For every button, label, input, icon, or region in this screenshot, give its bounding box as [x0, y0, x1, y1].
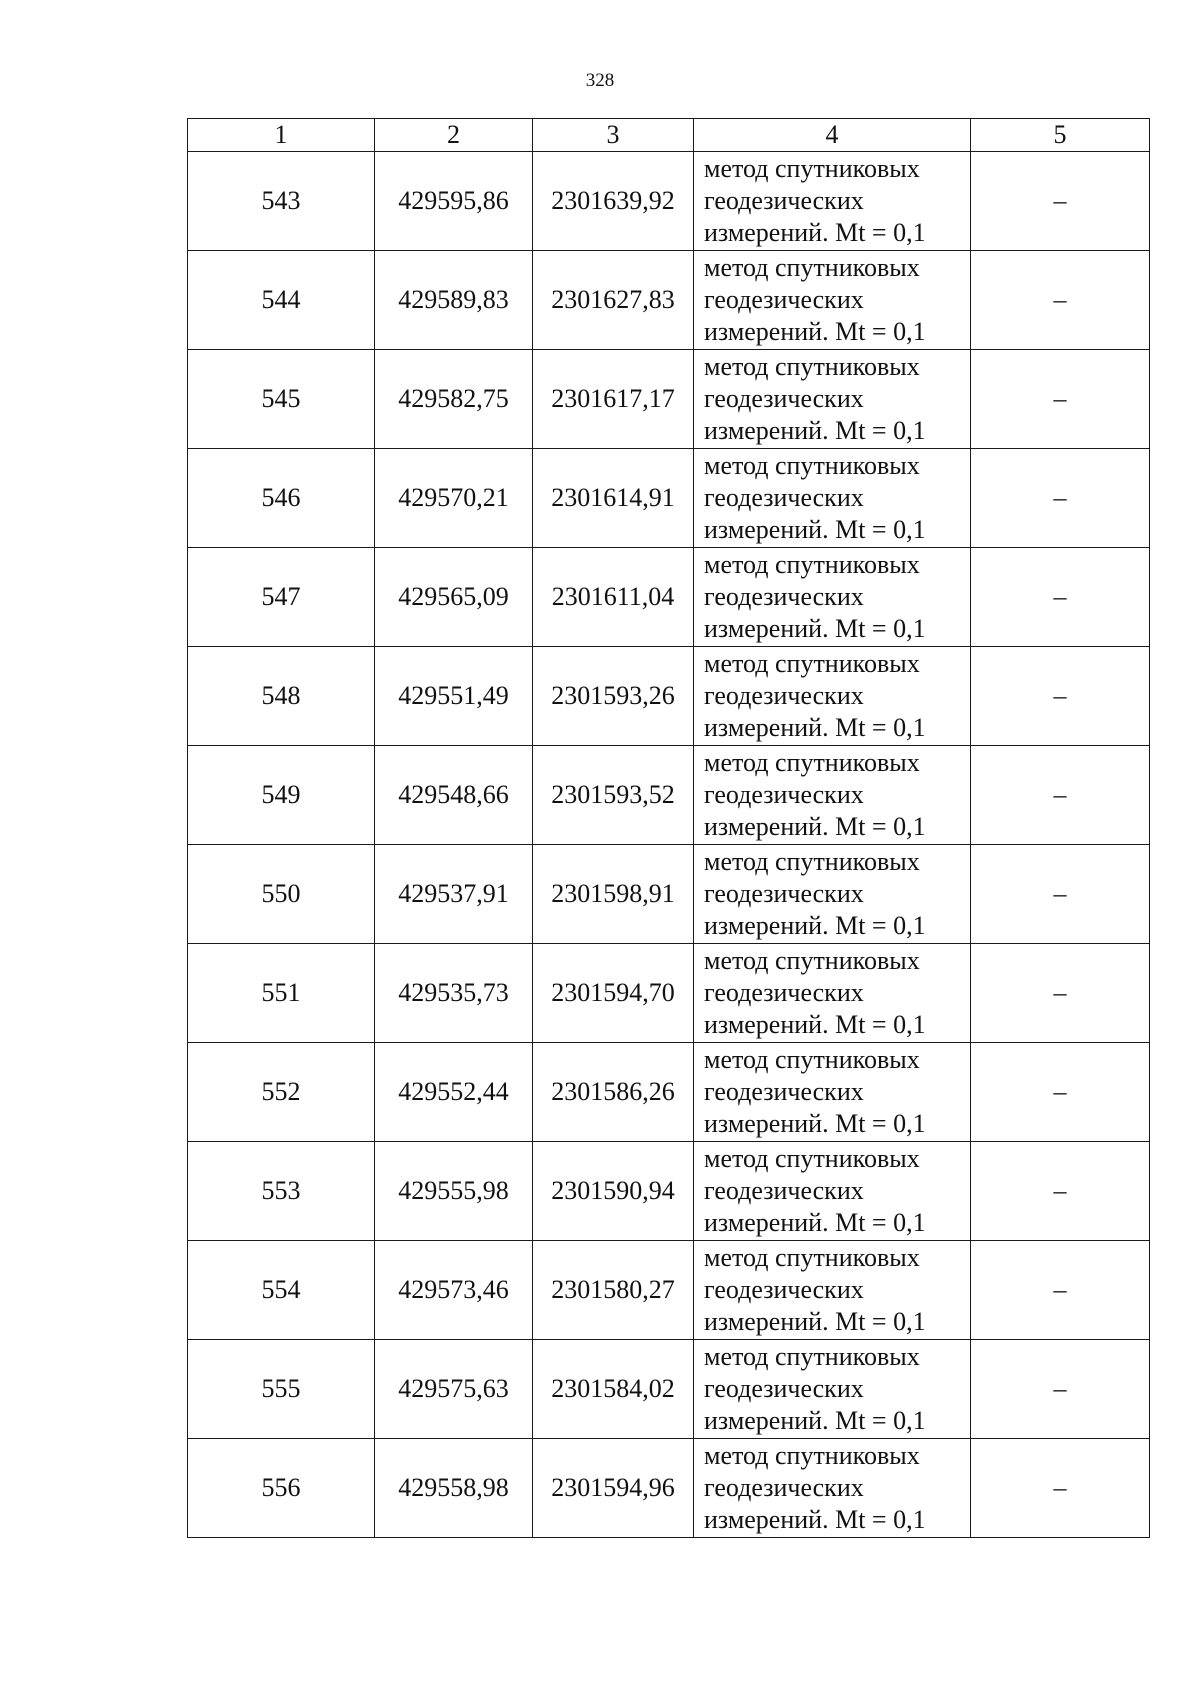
x-coordinate-cell: 429575,63 [375, 1340, 533, 1439]
method-line: метод спутниковых [704, 1441, 920, 1470]
method-line: измерений. Mt = 0,1 [704, 713, 926, 742]
method-line: метод спутниковых [704, 154, 920, 183]
method-line: измерений. Mt = 0,1 [704, 317, 926, 346]
table-row [188, 1142, 1150, 1241]
method-cell [694, 944, 971, 1043]
method-cell [694, 1241, 971, 1340]
note-cell: – [971, 350, 1150, 449]
method-line: метод спутниковых [704, 1144, 920, 1173]
header-cell-5: 5 [971, 119, 1150, 152]
method-line: геодезических [704, 1176, 864, 1205]
method-line: метод спутниковых [704, 847, 920, 876]
y-coordinate-cell: 2301614,91 [533, 449, 694, 548]
y-coordinate-cell: 2301580,27 [533, 1241, 694, 1340]
point-number-cell: 551 [188, 944, 375, 1043]
method-line: измерений. Mt = 0,1 [704, 1505, 926, 1534]
method-line: метод спутниковых [704, 946, 920, 975]
method-line: геодезических [704, 483, 864, 512]
method-line: геодезических [704, 384, 864, 413]
method-line: метод спутниковых [704, 451, 920, 480]
point-number-cell: 545 [188, 350, 375, 449]
x-coordinate-cell: 429565,09 [375, 548, 533, 647]
method-line: геодезических [704, 1374, 864, 1403]
method-cell [694, 1043, 971, 1142]
y-coordinate-cell: 2301594,96 [533, 1439, 694, 1538]
point-number-cell: 556 [188, 1439, 375, 1538]
y-coordinate-cell: 2301617,17 [533, 350, 694, 449]
x-coordinate-cell: 429555,98 [375, 1142, 533, 1241]
method-line: геодезических [704, 1077, 864, 1106]
table-body [188, 152, 1150, 1538]
point-number-cell: 549 [188, 746, 375, 845]
method-line: измерений. Mt = 0,1 [704, 614, 926, 643]
method-line: измерений. Mt = 0,1 [704, 1307, 926, 1336]
note-cell: – [971, 944, 1150, 1043]
x-coordinate-cell: 429548,66 [375, 746, 533, 845]
note-cell: – [971, 1340, 1150, 1439]
note-cell: – [971, 548, 1150, 647]
method-line: геодезических [704, 681, 864, 710]
note-cell: – [971, 152, 1150, 251]
point-number-cell: 553 [188, 1142, 375, 1241]
table-row [188, 350, 1150, 449]
y-coordinate-cell: 2301594,70 [533, 944, 694, 1043]
table-row [188, 1241, 1150, 1340]
x-coordinate-cell: 429558,98 [375, 1439, 533, 1538]
method-cell [694, 746, 971, 845]
method-cell [694, 548, 971, 647]
y-coordinate-cell: 2301584,02 [533, 1340, 694, 1439]
method-line: измерений. Mt = 0,1 [704, 812, 926, 841]
x-coordinate-cell: 429552,44 [375, 1043, 533, 1142]
method-cell [694, 152, 971, 251]
method-line: геодезических [704, 879, 864, 908]
table-row [188, 152, 1150, 251]
y-coordinate-cell: 2301639,92 [533, 152, 694, 251]
method-line: метод спутниковых [704, 1045, 920, 1074]
method-line: метод спутниковых [704, 1342, 920, 1371]
method-cell [694, 845, 971, 944]
header-cell-3: 3 [533, 119, 694, 152]
point-number-cell: 547 [188, 548, 375, 647]
header-cell-4: 4 [694, 119, 971, 152]
y-coordinate-cell: 2301586,26 [533, 1043, 694, 1142]
method-line: метод спутниковых [704, 748, 920, 777]
y-coordinate-cell: 2301593,26 [533, 647, 694, 746]
x-coordinate-cell: 429570,21 [375, 449, 533, 548]
point-number-cell: 554 [188, 1241, 375, 1340]
note-cell: – [971, 1142, 1150, 1241]
method-line: геодезических [704, 1473, 864, 1502]
y-coordinate-cell: 2301590,94 [533, 1142, 694, 1241]
method-line: измерений. Mt = 0,1 [704, 515, 926, 544]
method-line: метод спутниковых [704, 352, 920, 381]
method-line: геодезических [704, 780, 864, 809]
table-row [188, 647, 1150, 746]
table-row [188, 944, 1150, 1043]
method-line: измерений. Mt = 0,1 [704, 218, 926, 247]
x-coordinate-cell: 429589,83 [375, 251, 533, 350]
table-row [188, 746, 1150, 845]
table-row [188, 1340, 1150, 1439]
header-cell-1: 1 [188, 119, 375, 152]
y-coordinate-cell: 2301611,04 [533, 548, 694, 647]
table-row [188, 1439, 1150, 1538]
x-coordinate-cell: 429595,86 [375, 152, 533, 251]
x-coordinate-cell: 429535,73 [375, 944, 533, 1043]
x-coordinate-cell: 429551,49 [375, 647, 533, 746]
method-line: метод спутниковых [704, 550, 920, 579]
method-line: геодезических [704, 186, 864, 215]
method-line: метод спутниковых [704, 649, 920, 678]
note-cell: – [971, 845, 1150, 944]
method-cell [694, 449, 971, 548]
table-row [188, 1043, 1150, 1142]
method-line: измерений. Mt = 0,1 [704, 1406, 926, 1435]
point-number-cell: 543 [188, 152, 375, 251]
note-cell: – [971, 1043, 1150, 1142]
y-coordinate-cell: 2301598,91 [533, 845, 694, 944]
method-line: измерений. Mt = 0,1 [704, 1109, 926, 1138]
method-line: метод спутниковых [704, 253, 920, 282]
point-number-cell: 548 [188, 647, 375, 746]
method-line: измерений. Mt = 0,1 [704, 1208, 926, 1237]
coordinates-table [187, 118, 1150, 1538]
table-row [188, 449, 1150, 548]
method-line: измерений. Mt = 0,1 [704, 416, 926, 445]
method-cell [694, 647, 971, 746]
method-cell [694, 1340, 971, 1439]
x-coordinate-cell: 429537,91 [375, 845, 533, 944]
method-line: метод спутниковых [704, 1243, 920, 1272]
table-row [188, 251, 1150, 350]
header-cell-2: 2 [375, 119, 533, 152]
note-cell: – [971, 449, 1150, 548]
method-line: геодезических [704, 285, 864, 314]
method-line: геодезических [704, 978, 864, 1007]
point-number-cell: 555 [188, 1340, 375, 1439]
note-cell: – [971, 251, 1150, 350]
page-number: 328 [585, 70, 615, 91]
method-cell [694, 251, 971, 350]
note-cell: – [971, 1241, 1150, 1340]
x-coordinate-cell: 429573,46 [375, 1241, 533, 1340]
header-row [188, 119, 1150, 152]
y-coordinate-cell: 2301627,83 [533, 251, 694, 350]
note-cell: – [971, 647, 1150, 746]
x-coordinate-cell: 429582,75 [375, 350, 533, 449]
point-number-cell: 552 [188, 1043, 375, 1142]
point-number-cell: 544 [188, 251, 375, 350]
table-row [188, 548, 1150, 647]
point-number-cell: 550 [188, 845, 375, 944]
method-cell [694, 1439, 971, 1538]
method-cell [694, 350, 971, 449]
note-cell: – [971, 746, 1150, 845]
method-line: геодезических [704, 1275, 864, 1304]
point-number-cell: 546 [188, 449, 375, 548]
method-cell [694, 1142, 971, 1241]
method-line: геодезических [704, 582, 864, 611]
table-row [188, 845, 1150, 944]
note-cell: – [971, 1439, 1150, 1538]
method-line: измерений. Mt = 0,1 [704, 1010, 926, 1039]
y-coordinate-cell: 2301593,52 [533, 746, 694, 845]
method-line: измерений. Mt = 0,1 [704, 911, 926, 940]
